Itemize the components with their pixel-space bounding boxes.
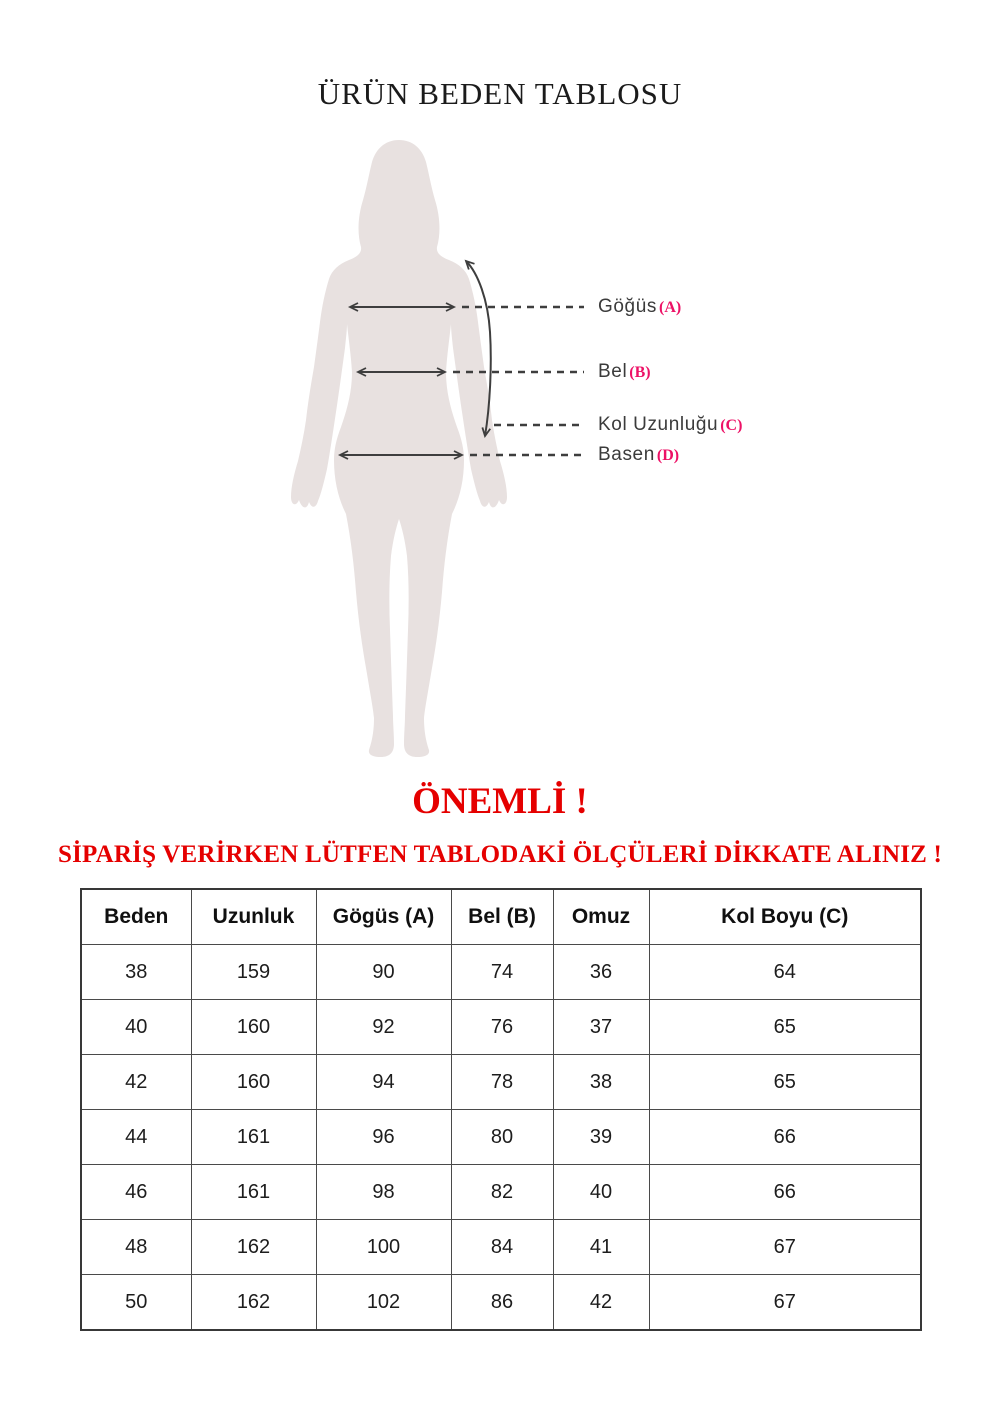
measure-name: Göğüs (598, 296, 657, 317)
table-row (81, 1165, 921, 1220)
column-header: Gögüs (A) (316, 889, 451, 945)
table-cell: 67 (649, 1220, 921, 1275)
table-cell: 98 (316, 1165, 451, 1220)
table-cell: 48 (81, 1220, 191, 1275)
table-cell: 86 (451, 1275, 553, 1331)
table-row (81, 1110, 921, 1165)
table-cell: 90 (316, 945, 451, 1000)
measure-label-chest (598, 296, 681, 319)
table-row (81, 1220, 921, 1275)
table-row (81, 1055, 921, 1110)
column-header: Beden (81, 889, 191, 945)
table-cell: 65 (649, 1055, 921, 1110)
table-cell: 162 (191, 1220, 316, 1275)
table-cell: 64 (649, 945, 921, 1000)
table-cell: 102 (316, 1275, 451, 1331)
table-cell: 67 (649, 1275, 921, 1331)
important-heading: ÖNEMLİ ! (412, 781, 588, 822)
warning-subheading: SİPARİŞ VERİRKEN LÜTFEN TABLODAKİ ÖLÇÜLERİ DİKKATE ALINIZ ! (58, 841, 942, 868)
table-cell: 162 (191, 1275, 316, 1331)
page-title: ÜRÜN BEDEN TABLOSU (317, 76, 683, 111)
female-silhouette (291, 140, 507, 757)
size-table-body (81, 945, 921, 1331)
table-cell: 39 (553, 1110, 649, 1165)
table-row (81, 945, 921, 1000)
measure-label-arm-length (598, 414, 742, 437)
table-cell: 42 (81, 1055, 191, 1110)
column-header: Bel (B) (451, 889, 553, 945)
table-cell: 74 (451, 945, 553, 1000)
table-cell: 36 (553, 945, 649, 1000)
measure-label-waist (598, 361, 651, 384)
table-cell: 96 (316, 1110, 451, 1165)
measure-name: Bel (598, 361, 628, 382)
table-cell: 161 (191, 1165, 316, 1220)
table-cell: 65 (649, 1000, 921, 1055)
table-cell: 40 (81, 1000, 191, 1055)
table-cell: 50 (81, 1275, 191, 1331)
table-cell: 38 (81, 945, 191, 1000)
table-cell: 80 (451, 1110, 553, 1165)
table-cell: 38 (553, 1055, 649, 1110)
table-cell: 46 (81, 1165, 191, 1220)
table-row (81, 1000, 921, 1055)
table-cell: 37 (553, 1000, 649, 1055)
column-header: Omuz (553, 889, 649, 945)
measure-letter: (C) (720, 417, 743, 434)
table-cell: 78 (451, 1055, 553, 1110)
measure-letter: (B) (629, 364, 651, 381)
table-cell: 160 (191, 1055, 316, 1110)
measure-letter: (D) (656, 447, 680, 464)
column-header: Uzunluk (191, 889, 316, 945)
size-table-header-row (81, 889, 921, 945)
table-row (81, 1275, 921, 1331)
table-cell: 41 (553, 1220, 649, 1275)
column-header: Kol Boyu (C) (649, 889, 921, 945)
table-cell: 159 (191, 945, 316, 1000)
measure-letter: (A) (658, 299, 682, 316)
measure-name: Kol Uzunluğu (598, 414, 719, 435)
table-cell: 160 (191, 1000, 316, 1055)
measure-label-hip (598, 444, 679, 467)
table-cell: 82 (451, 1165, 553, 1220)
measure-name: Basen (598, 444, 655, 465)
table-cell: 92 (316, 1000, 451, 1055)
table-cell: 66 (649, 1165, 921, 1220)
table-cell: 76 (451, 1000, 553, 1055)
table-cell: 40 (553, 1165, 649, 1220)
table-cell: 84 (451, 1220, 553, 1275)
table-cell: 100 (316, 1220, 451, 1275)
table-cell: 66 (649, 1110, 921, 1165)
table-cell: 94 (316, 1055, 451, 1110)
table-cell: 42 (553, 1275, 649, 1331)
table-cell: 161 (191, 1110, 316, 1165)
size-table (80, 888, 922, 1331)
table-cell: 44 (81, 1110, 191, 1165)
